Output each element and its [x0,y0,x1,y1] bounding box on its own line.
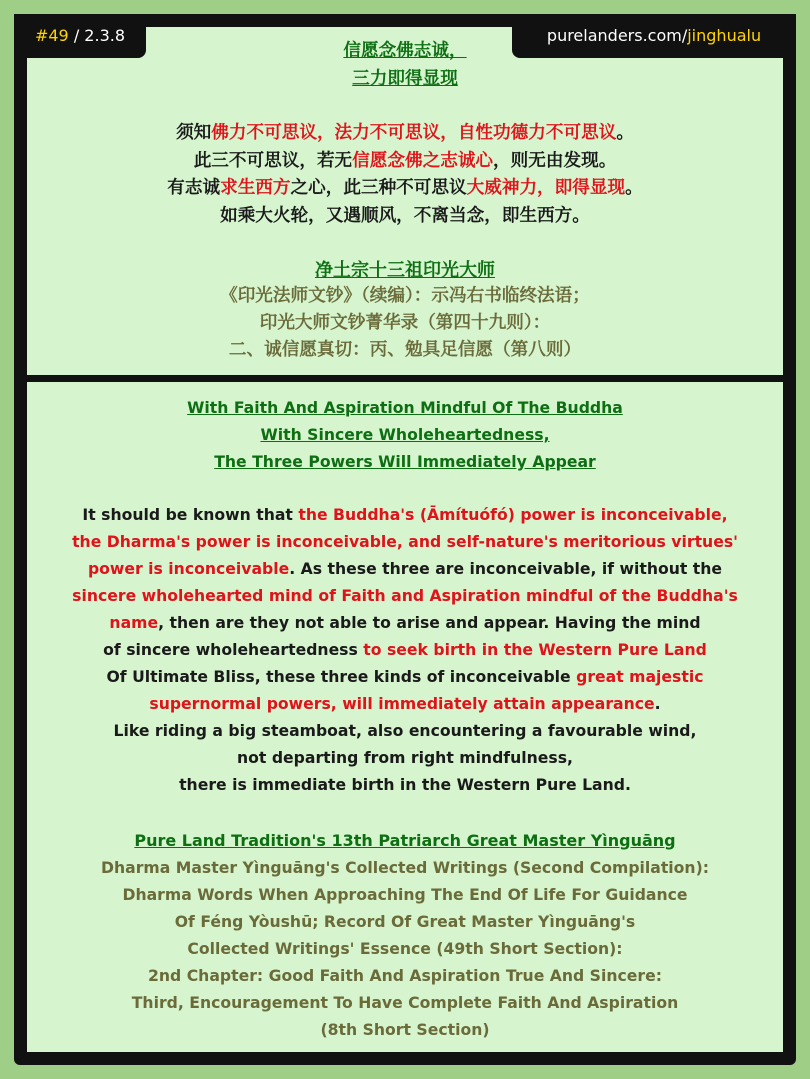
text-segment: there is immediate birth in the Western Pure Land. [179,775,631,794]
text-segment: Of Ultimate Bliss, these three kinds of inconceivable [106,667,577,686]
english-quote-line [27,609,783,636]
text-segment: , then are they not able to arise and appear. Having the mind [158,613,701,632]
english-source-line: Of Féng Yòushū; Record Of Great Master Yìnguāng's [174,912,636,931]
english-quote-line [27,663,783,690]
highlighted-text: supernormal powers, will immediately attain appearance [149,694,655,713]
text-segment: 。 [625,178,643,198]
english-title-line: The Three Powers Will Immediately Appear [214,452,596,471]
text-segment: It should be known that [82,505,299,524]
english-quote-line [27,555,783,582]
english-quote-line [27,690,783,717]
english-source-line: Dharma Words When Approaching The End Of Life For Guidance [122,885,688,904]
chinese-title-line: 信愿念佛志诚， [343,41,467,61]
chinese-quote [27,120,783,230]
chinese-source-line: 二、诚信愿真切：丙、勉具足信愿（第八则） [228,340,582,360]
english-quote-line [27,501,783,528]
site-badge [512,14,796,58]
highlighted-text: power is inconceivable [87,559,290,578]
highlighted-text: 求生西方 [220,178,291,198]
english-title [27,394,783,475]
highlighted-text: name [109,613,159,632]
chinese-title-line: 三力即得显现 [352,69,458,89]
text-segment: 有志诚 [167,178,221,198]
chinese-quote-line [27,120,783,148]
english-source-line: 2nd Chapter: Good Faith And Aspiration True And Sincere: [148,966,662,985]
text-segment: . [654,694,661,713]
highlighted-text: to seek birth in the Western Pure Land [363,640,707,659]
chinese-quote-line [27,203,783,231]
chinese-source-title: 净土宗十三祖印光大师 [315,260,495,281]
english-quote-line [27,528,783,555]
english-title-line: With Faith And Aspiration Mindful Of The Buddha [187,398,623,417]
text-segment: 如乘大火轮，又遇顺风，不离当念，即生西方。 [220,205,590,226]
section-badge [14,14,146,58]
chinese-source [27,283,783,364]
text-segment: of sincere wholeheartedness [103,640,364,659]
badge-number: #49 [34,26,69,45]
english-source-line: Dharma Master Yìnguāng's Collected Writings (Second Compilation): [101,858,709,877]
chinese-quote-line [27,175,783,203]
text-segment: . As these three are inconceivable, if without the [289,559,723,578]
highlighted-text: great majestic [576,667,704,686]
english-title-line: With Sincere Wholeheartedness, [260,425,550,444]
badge-section: 2.3.8 [84,26,126,45]
text-segment: 须知 [176,123,212,143]
text-segment: 此三不可思议，若无 [193,150,353,171]
english-source-line: (8th Short Section) [320,1020,490,1039]
text-segment: 。 [616,123,634,143]
english-source-line: Third, Encouragement To Have Complete Faith And Aspiration [131,993,679,1012]
chinese-source-line: 印光大师文钞菁华录（第四十九则）： [259,313,551,333]
text-segment: 之心，此三种不可思议 [290,178,467,198]
site-prefix: purelanders.com/ [546,26,688,45]
badge-separator: / [68,26,85,45]
highlighted-text: 大威神力，即得显现 [466,178,626,198]
text-segment: Like riding a big steamboat, also encountering a favourable wind, [113,721,697,740]
english-quote-line [27,771,783,798]
english-quote-line [27,717,783,744]
highlighted-text: 信愿念佛之志诚心 [352,150,494,171]
chinese-panel [27,27,783,375]
text-segment: ，则无由发现。 [493,150,617,171]
highlighted-text: the Dharma's power is inconceivable, and self-nature's meritorious virtues' [72,532,738,551]
highlighted-text: sincere wholehearted mind of Faith and Aspiration mindful of the Buddha's [72,586,738,605]
english-source-title: Pure Land Tradition's 13th Patriarch Great Master Yìnguāng [134,831,676,850]
english-panel [27,382,783,1052]
english-source-line: Collected Writings' Essence (49th Short Section): [187,939,623,958]
chinese-quote-line [27,148,783,176]
english-quote-line [27,582,783,609]
site-suffix: jinghualu [687,26,762,45]
highlighted-text: the Buddha's (Āmítuófó) power is inconceivable, [298,505,728,524]
english-quote-line [27,744,783,771]
english-source [27,854,783,1043]
english-quote-line [27,636,783,663]
english-quote [27,501,783,798]
text-segment: not departing from right mindfulness, [237,748,573,767]
highlighted-text: 佛力不可思议，法力不可思议，自性功德力不可思议 [211,123,617,143]
chinese-source-line: 《印光法师文钞》（续编）：示冯右书临终法语； [220,286,590,306]
